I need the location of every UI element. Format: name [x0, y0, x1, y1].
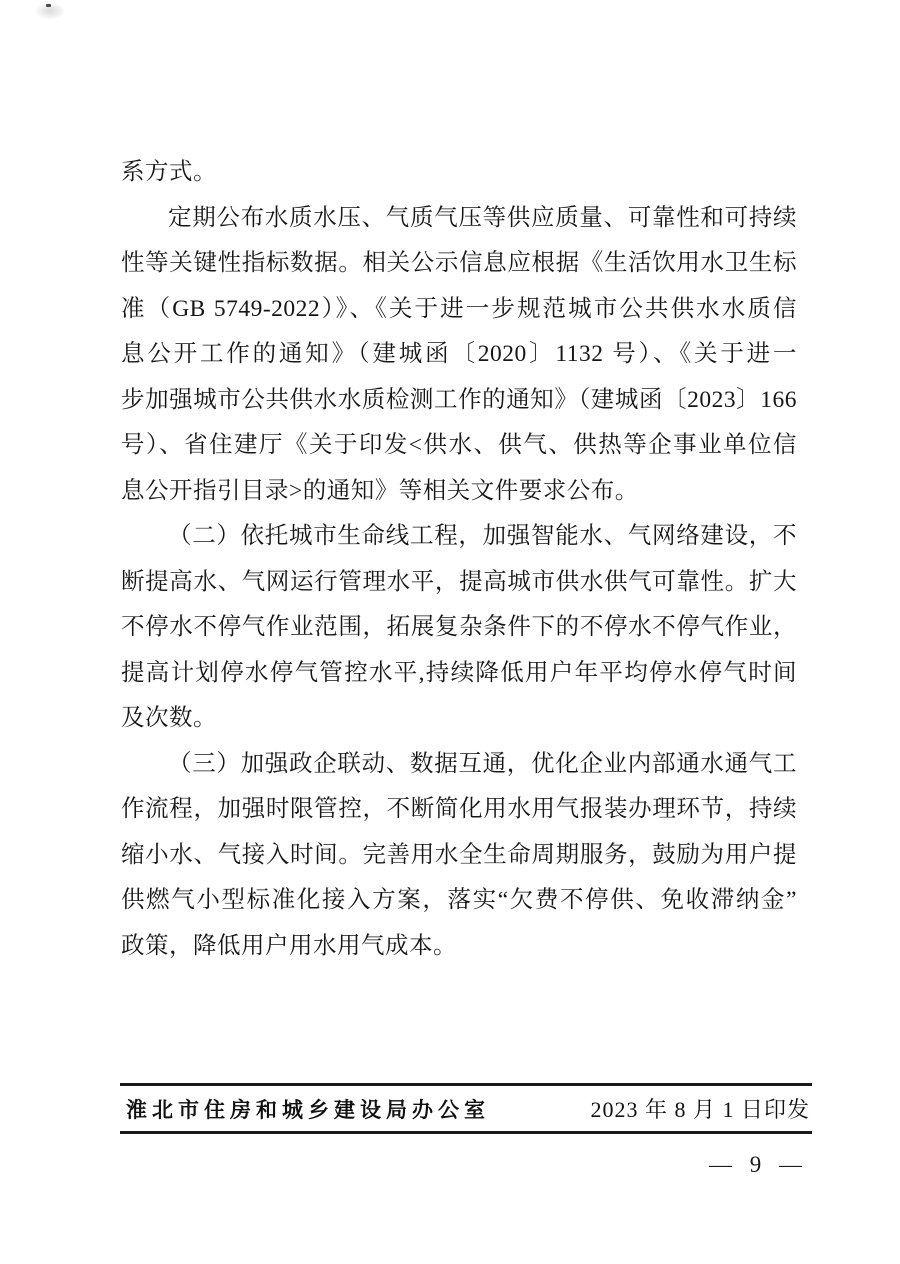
text-line: （二）依托城市生命线工程，加强智能水、气网络建设，不 [168, 523, 797, 549]
footer [120, 1083, 812, 1134]
footer-office-name: 淮北市住房和城乡建设局办公室 [126, 1097, 490, 1122]
page-number: — 9 — [709, 1152, 808, 1177]
text-line: 缩小水、气接入时间。完善用水全生命周期服务，鼓励为用户提 [121, 841, 797, 868]
text-line: 提高计划停水停气管控水平,持续降低用户年平均停水停气时间 [121, 659, 797, 686]
text-line: 性等关键性指标数据。相关公示信息应根据《生活饮用水卫生标 [121, 250, 797, 276]
text-line: 及次数。 [121, 705, 217, 731]
text-line: 断提高水、气网运行管理水平，提高城市供水供气可靠性。扩大 [121, 568, 797, 595]
text-line: 政策，降低用户用水用气成本。 [121, 932, 457, 959]
text-line: 不停水不停气作业范围，拓展复杂条件下的不停水不停气作业， [121, 614, 797, 640]
text-line: 息公开指引目录>的通知》等相关文件要求公布。 [121, 477, 639, 504]
footer-print-date: 2023 年 8 月 1 日印发 [590, 1097, 810, 1122]
document-body [121, 150, 797, 969]
scan-smudge-dot [46, 4, 51, 7]
text-line: 步加强城市公共供水水质检测工作的通知》（建城函〔2023〕166 [121, 386, 797, 413]
text-line: 号）、省住建厅《关于印发<供水、供气、供热等企事业单位信 [121, 432, 797, 458]
text-line: 息公开工作的通知》（建城函〔2020〕1132 号）、《关于进一 [121, 341, 797, 367]
text-line: 供燃气小型标准化接入方案，落实“欠费不停供、免收滞纳金” [121, 887, 797, 913]
text-line: 定期公布水质水压、气质气压等供应质量、可靠性和可持续 [168, 204, 797, 231]
text-line: 系方式。 [121, 159, 217, 185]
text-line: 准（GB 5749-2022）》、《关于进一步规范城市公共供水水质信 [121, 295, 797, 322]
text-line: （三）加强政企联动、数据互通，优化企业内部通水通气工 [168, 750, 797, 777]
text-line: 作流程，加强时限管控，不断简化用水用气报装办理环节，持续 [121, 796, 797, 822]
